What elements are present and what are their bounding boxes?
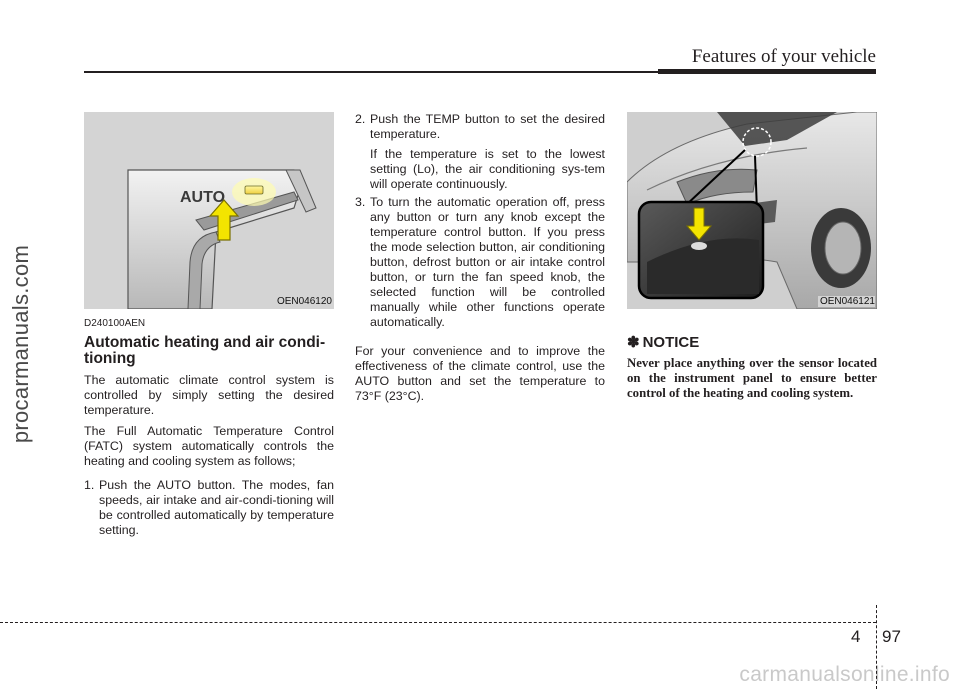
vehicle-sensor-illustration <box>627 112 877 309</box>
page-number: 97 <box>882 627 901 646</box>
figure-sensor-location <box>627 112 877 309</box>
chapter-number: 4 <box>851 627 861 646</box>
step-number: 1. <box>84 478 95 492</box>
step-1 <box>84 478 334 538</box>
paragraph: For your convenience and to improve the effectiveness of the climate control, use the AUTO button and set the temperature to 73°F (23°C). <box>355 344 605 403</box>
paragraph: The Full Automatic Temperature Control (FATC) system automatically controls the heating and cooling system as follows; <box>84 424 334 468</box>
footer-rule <box>0 622 876 623</box>
step-text: To turn the automatic operation off, press any button or turn any knob except the temperature control button. If you press the mode selection button, air conditioning button, defrost button or air intake control button, or turn the fan speed knob, the selected function will be controlled manually while other functions operate automatically. <box>370 195 605 329</box>
figure-code: OEN046120 <box>276 296 332 307</box>
step-text: Push the AUTO button. The modes, fan speeds, air intake and air-condi-tioning will be controlled automatically by temperature setting. <box>99 478 334 537</box>
paragraph: The automatic climate control system is controlled by simply setting the desired temperature. <box>84 373 334 417</box>
side-watermark-text: procarmanuals.com <box>8 244 34 444</box>
footer-divider <box>876 605 877 689</box>
section-title: Automatic heating and air condi-tioning <box>84 334 326 367</box>
figure-auto-button <box>84 112 334 309</box>
notice-star-icon: ✽ <box>627 334 640 351</box>
notice-body: Never place anything over the sensor located on the instrument panel to ensure better control of the heating and cooling system. <box>627 356 877 401</box>
figure-code: OEN046121 <box>819 296 875 307</box>
step-text: Push the TEMP button to set the desired temperature. <box>370 112 605 141</box>
column-1 <box>84 112 334 538</box>
page-header-title: Features of your vehicle <box>691 46 876 67</box>
document-code: D240100AEN <box>84 318 146 329</box>
step-number: 3. <box>355 195 366 209</box>
column-2 <box>355 112 605 404</box>
auto-button-illustration <box>84 112 334 309</box>
notice-heading <box>627 333 877 351</box>
auto-label: AUTO <box>180 189 226 206</box>
header-rule-accent <box>658 69 876 74</box>
bottom-watermark: carmanualsonline.info <box>739 663 950 686</box>
step-3 <box>355 195 605 330</box>
step-2 <box>355 112 605 142</box>
step-number: 2. <box>355 112 366 126</box>
column-3 <box>627 112 877 402</box>
step-2-note: If the temperature is set to the lowest setting (Lo), the air conditioning sys-tem will operate continuously. <box>370 147 605 191</box>
notice-title: NOTICE <box>642 333 700 351</box>
side-watermark <box>4 236 38 452</box>
